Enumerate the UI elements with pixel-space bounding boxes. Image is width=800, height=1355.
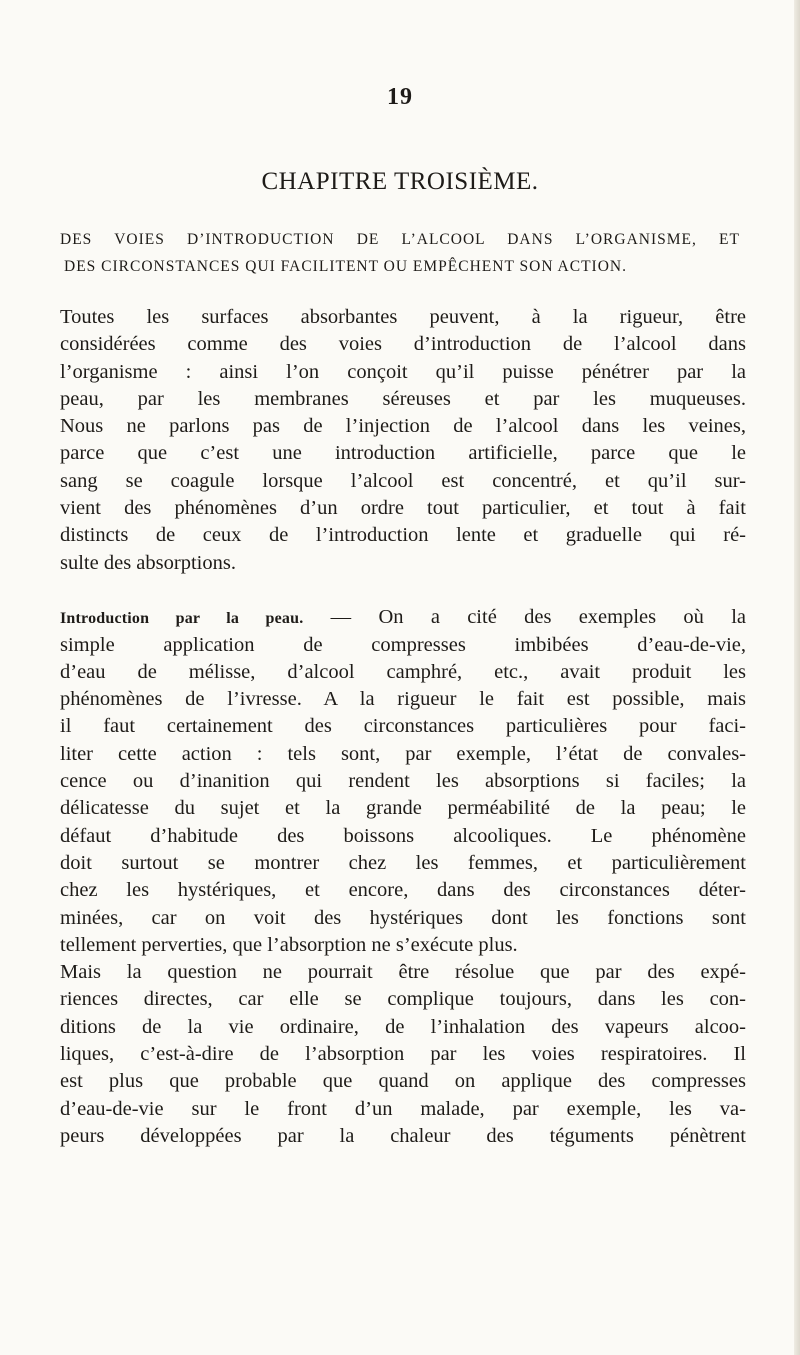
body-text (60, 304, 746, 1150)
paragraph-line: vient des phénomènes d’un ordre tout particulier, et tout à fait (60, 497, 746, 520)
paragraph-line: défaut d’habitude des boissons alcooliques. Le phénomène (60, 824, 746, 847)
paragraph-line: parce que c’est une introduction artificielle, parce que le (60, 442, 746, 465)
paragraph-line: d’eau-de-vie sur le front d’un malade, par exemple, les va- (60, 1097, 746, 1120)
subtitle-line: DES VOIES D’INTRODUCTION DE L’ALCOOL DANS L’ORGANISME, ET (60, 231, 740, 248)
section-first-line (60, 604, 746, 631)
paragraph-line: distincts de ceux de l’introduction lente et graduelle qui ré- (60, 524, 746, 547)
paragraph-line: sang se coagule lorsque l’alcool est concentré, et qu’il sur- (60, 469, 746, 492)
chapter-title: CHAPITRE TROISIÈME. (261, 168, 539, 195)
paragraph-gap (60, 577, 746, 604)
paragraph-line: Mais la question ne pourrait être résolue que par des expé- (60, 961, 746, 984)
page-edge-shadow (794, 0, 800, 1355)
paragraph-line: peau, par les membranes séreuses et par les muqueuses. (60, 387, 746, 410)
paragraph-line: d’eau de mélisse, d’alcool camphré, etc., avait produit les (60, 660, 746, 683)
paragraph-line: il faut certainement des circonstances particulières pour faci- (60, 715, 746, 738)
paragraph-line: tellement perverties, que l’absorption ne s’exécute plus. (60, 933, 518, 956)
paragraph-line: minées, car on voit des hystériques dont les fonctions sont (60, 906, 746, 929)
paragraph-line: chez les hystériques, et encore, dans des circonstances déter- (60, 879, 746, 902)
paragraph-line: délicatesse du sujet et la grande perméabilité de la peau; le (60, 797, 746, 820)
paragraph-line: l’organisme : ainsi l’on conçoit qu’il puisse pénétrer par la (60, 360, 746, 383)
section-first-line-text: — On a cité des exemples où la (303, 606, 746, 629)
paragraph-line: est plus que probable que quand on applique des compresses (60, 1070, 746, 1093)
paragraph-line: Nous ne parlons pas de l’injection de l’alcool dans les veines, (60, 415, 746, 438)
section-heading: Introduction par la peau. (60, 610, 304, 628)
page-number: 19 (387, 84, 413, 110)
paragraph-line: riences directes, car elle se complique toujours, dans les con- (60, 988, 746, 1011)
paragraph-line: simple application de compresses imbibées d’eau-de-vie, (60, 633, 746, 656)
chapter-subtitle (60, 226, 740, 280)
paragraph-line: sulte des absorptions. (60, 551, 236, 574)
paragraph-line: doit surtout se montrer chez les femmes, et particulièrement (60, 851, 746, 874)
paragraph-line: cence ou d’inanition qui rendent les absorptions si faciles; la (60, 770, 746, 793)
paragraph-line: liter cette action : tels sont, par exemple, l’état de convales- (60, 742, 746, 765)
paragraph-line: phénomènes de l’ivresse. A la rigueur le fait est possible, mais (60, 688, 746, 711)
paragraph-line: liques, c’est-à-dire de l’absorption par les voies respiratoires. Il (60, 1043, 746, 1066)
paragraph-line: considérées comme des voies d’introduction de l’alcool dans (60, 333, 746, 356)
paragraph-line: Toutes les surfaces absorbantes peuvent, à la rigueur, être (60, 306, 746, 328)
subtitle-line: DES CIRCONSTANCES QUI FACILITENT OU EMPÊCHENT SON ACTION. (64, 258, 627, 275)
paragraph-line: peurs développées par la chaleur des téguments pénètrent (60, 1124, 746, 1147)
paragraph-line: ditions de la vie ordinaire, de l’inhalation des vapeurs alcoo- (60, 1015, 746, 1038)
